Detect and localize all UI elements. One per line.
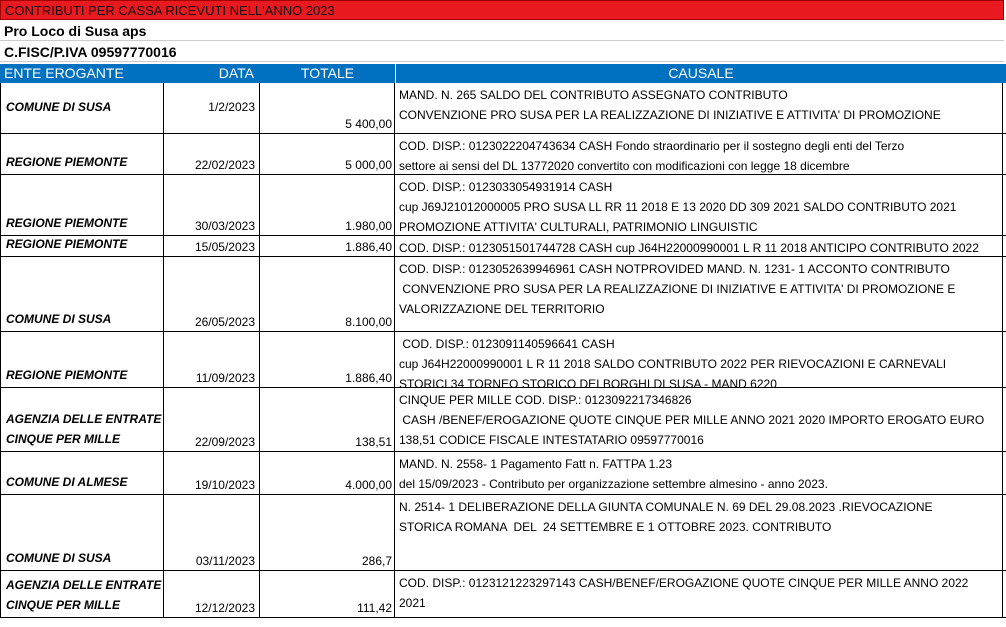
ente-line: AGENZIA DELLE ENTRATE (6, 412, 162, 426)
ente-line: COMUNE DI ALMESE (6, 475, 128, 489)
table-row (0, 332, 1006, 388)
causale-line: cup J69J21012000005 PRO SUSA LL RR 11 2018 E 13 2020 DD 309 2021 SALDO CONTRIBUTO 2021 (399, 200, 957, 214)
cell-data[interactable]: 1/2/2023 (164, 83, 260, 133)
cell-data[interactable]: 12/12/2023 (164, 571, 260, 617)
cell-causale[interactable] (395, 134, 1003, 174)
cell-causale[interactable] (395, 257, 1003, 331)
cell-totale[interactable]: 1.980,00 (260, 175, 395, 235)
causale-line: 138,51 CODICE FISCALE INTESTATARIO 09597770016 (399, 433, 704, 447)
ente-line: REGIONE PIEMONTE (6, 216, 128, 230)
ente-line: COMUNE DI SUSA (6, 312, 112, 326)
cell-causale[interactable] (395, 332, 1003, 387)
cell-causale[interactable] (395, 236, 1003, 256)
causale-line: COD. DISP.: 0123033054931914 CASH (399, 180, 613, 194)
cell-ente[interactable] (0, 257, 164, 331)
cell-ente[interactable] (0, 495, 164, 570)
cell-data[interactable]: 11/09/2023 (164, 332, 260, 387)
cell-data[interactable]: 19/10/2023 (164, 452, 260, 494)
causale-line: STORICA ROMANA DEL 24 SETTEMBRE E 1 OTTOBRE 2023. CONTRIBUTO (399, 520, 832, 534)
cell-totale[interactable]: 8.100,00 (260, 257, 395, 331)
causale-line: CONVENZIONE PRO SUSA PER LA REALIZZAZIONE DI INIZIATIVE E ATTIVITA' DI PROMOZIONE E (399, 282, 956, 296)
cell-data[interactable]: 26/05/2023 (164, 257, 260, 331)
table-row (0, 388, 1006, 452)
ente-line: CINQUE PER MILLE (6, 598, 121, 612)
causale-line: COD. DISP.: 0123091140596641 CASH (399, 337, 615, 351)
causale-line: STORICI 34 TORNEO STORICO DEI BORGHI DI SUSA - MAND 6220 (399, 377, 777, 387)
cell-ente[interactable] (0, 236, 164, 256)
header-data[interactable]: DATA (218, 65, 254, 81)
table-row (0, 236, 1006, 257)
header-causale[interactable]: CAUSALE (395, 64, 1006, 83)
causale-line: COD. DISP.: 0123051501744728 CASH cup J64H22000990001 L R 11 2018 ANTICIPO CONTRIBUTO 2022 (399, 241, 979, 255)
cell-ente[interactable] (0, 388, 164, 451)
ente-line: REGIONE PIEMONTE (6, 155, 128, 169)
org-name[interactable]: Pro Loco di Susa aps (0, 21, 1004, 41)
cell-totale[interactable]: 1.886,40 (260, 236, 395, 256)
cell-ente[interactable] (0, 571, 164, 617)
ente-line: REGIONE PIEMONTE (6, 368, 128, 382)
cell-data[interactable]: 22/02/2023 (164, 134, 260, 174)
causale-line: VALORIZZAZIONE DEL TERRITORIO (399, 302, 605, 316)
cell-causale[interactable] (395, 452, 1003, 494)
header-ente[interactable]: ENTE EROGANTE (4, 65, 124, 81)
cell-causale[interactable] (395, 388, 1003, 451)
cell-data[interactable]: 15/05/2023 (164, 236, 260, 256)
table-row (0, 571, 1006, 618)
causale-line: CASH /BENEF/EROGAZIONE QUOTE CINQUE PER MILLE ANNO 2021 2020 IMPORTO EROGATO EURO (399, 413, 985, 427)
causale-line: CONVENZIONE PRO SUSA PER LA REALIZZAZIONE DI INIZIATIVE E ATTIVITA' DI PROMOZIONE (399, 108, 941, 122)
cell-ente[interactable] (0, 452, 164, 494)
cell-ente[interactable] (0, 332, 164, 387)
table-header (0, 64, 1006, 83)
causale-line: del 15/09/2023 - Contributo per organizzazione settembre almesino - anno 2023. (399, 477, 828, 491)
header-totale[interactable]: TOTALE (300, 65, 355, 81)
causale-line: CINQUE PER MILLE COD. DISP.: 0123092217346826 (399, 393, 692, 407)
table-row (0, 452, 1006, 495)
ente-line: COMUNE DI SUSA (6, 551, 112, 565)
cell-ente[interactable] (0, 134, 164, 174)
table-row (0, 495, 1006, 571)
ente-line: REGIONE PIEMONTE (6, 237, 128, 251)
cell-data[interactable]: 03/11/2023 (164, 495, 260, 570)
cell-totale[interactable]: 286,7 (260, 495, 395, 570)
cell-totale[interactable]: 138,51 (260, 388, 395, 451)
table-row (0, 175, 1006, 236)
causale-line: MAND. N. 2558- 1 Pagamento Fatt n. FATTPA 1.23 (399, 457, 673, 471)
cell-causale[interactable] (395, 571, 1003, 617)
cell-totale[interactable]: 1.886,40 (260, 332, 395, 387)
cell-causale[interactable] (395, 83, 1003, 133)
causale-line: cup J64H22000990001 L R 11 2018 SALDO CONTRIBUTO 2022 PER RIEVOCAZIONI E CARNEVALI (399, 357, 947, 371)
cell-ente[interactable] (0, 83, 164, 133)
cell-causale[interactable] (395, 495, 1003, 570)
causale-line: COD. DISP.: 0123121223297143 CASH/BENEF/EROGAZIONE QUOTE CINQUE PER MILLE ANNO 2022 (399, 576, 969, 590)
sheet-title[interactable]: CONTRIBUTI PER CASSA RICEVUTI NELL'ANNO 2023 (0, 0, 1004, 20)
table-row (0, 257, 1006, 332)
cell-totale[interactable]: 111,42 (260, 571, 395, 617)
causale-line: PROMOZIONE ATTIVITA' CULTURALI, PATRIMONIO LINGUISTIC (399, 220, 758, 234)
causale-line: MAND. N. 265 SALDO DEL CONTRIBUTO ASSEGNATO CONTRIBUTO (399, 88, 788, 102)
cell-ente[interactable] (0, 175, 164, 235)
org-fiscal-code[interactable]: C.FISC/P.IVA 09597770016 (0, 42, 1004, 62)
cell-totale[interactable]: 5 000,00 (260, 134, 395, 174)
causale-line: COD. DISP.: 0123022204743634 CASH Fondo straordinario per il sostegno degli enti del Terzo (399, 139, 905, 153)
contributions-table (0, 83, 1006, 618)
causale-line: settore ai sensi del DL 13772020 convertito con modificazioni con legge 18 dicembre (399, 159, 850, 173)
causale-line: N. 2514- 1 DELIBERAZIONE DELLA GIUNTA COMUNALE N. 69 DEL 29.08.2023 .RIEVOCAZIONE (399, 500, 933, 514)
cell-data[interactable]: 22/09/2023 (164, 388, 260, 451)
causale-line: COD. DISP.: 0123052639946961 CASH NOTPROVIDED MAND. N. 1231- 1 ACCONTO CONTRIBUTO (399, 262, 950, 276)
ente-line: CINQUE PER MILLE (6, 432, 121, 446)
table-row (0, 83, 1006, 134)
ente-line: COMUNE DI SUSA (6, 100, 112, 114)
cell-totale[interactable]: 4.000,00 (260, 452, 395, 494)
cell-data[interactable]: 30/03/2023 (164, 175, 260, 235)
cell-causale[interactable] (395, 175, 1003, 235)
table-row (0, 134, 1006, 175)
ente-line: AGENZIA DELLE ENTRATE (6, 578, 162, 592)
cell-totale[interactable]: 5 400,00 (260, 83, 395, 133)
causale-line: 2021 (399, 596, 426, 610)
